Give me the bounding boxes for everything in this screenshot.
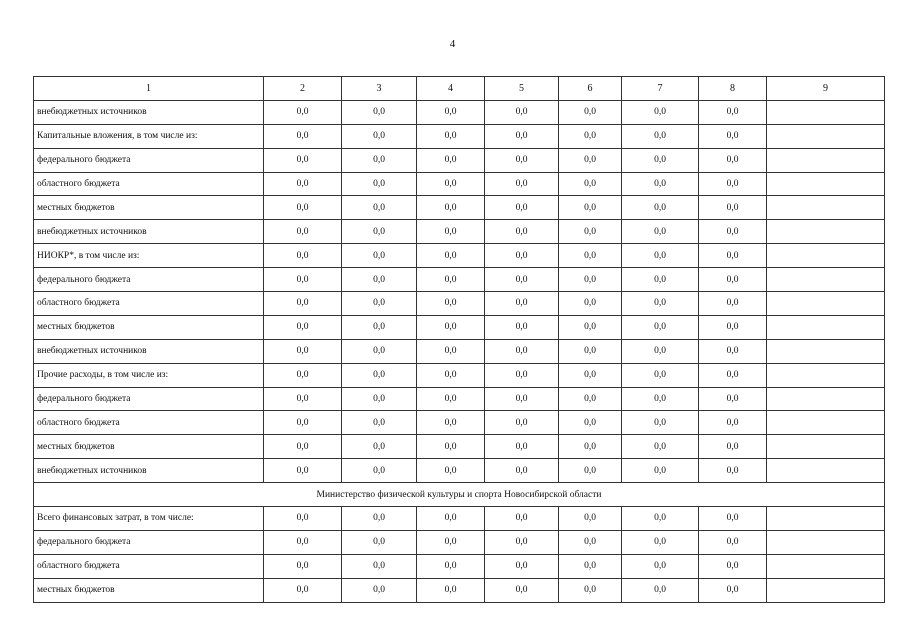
value-cell: 0,0	[622, 244, 699, 268]
value-cell: 0,0	[485, 554, 559, 578]
value-cell: 0,0	[264, 315, 342, 339]
value-cell: 0,0	[559, 554, 622, 578]
row-label: внебюджетных источников	[34, 459, 264, 483]
value-cell: 0,0	[417, 220, 485, 244]
row-label: федерального бюджета	[34, 530, 264, 554]
value-cell: 0,0	[264, 172, 342, 196]
value-cell: 0,0	[342, 292, 417, 316]
value-cell: 0,0	[485, 387, 559, 411]
value-cell: 0,0	[264, 196, 342, 220]
value-cell: 0,0	[699, 172, 767, 196]
value-cell: 0,0	[485, 578, 559, 602]
value-cell: 0,0	[622, 530, 699, 554]
value-cell: 0,0	[699, 292, 767, 316]
section-title: Министерство физической культуры и спорта Новосибирской области	[34, 483, 885, 507]
row-label: областного бюджета	[34, 554, 264, 578]
value-cell: 0,0	[559, 387, 622, 411]
table-row	[34, 220, 885, 244]
value-cell: 0,0	[264, 530, 342, 554]
table-row	[34, 292, 885, 316]
value-cell	[767, 268, 885, 292]
table-row	[34, 172, 885, 196]
value-cell: 0,0	[485, 459, 559, 483]
value-cell: 0,0	[699, 196, 767, 220]
table-row	[34, 363, 885, 387]
value-cell: 0,0	[622, 435, 699, 459]
value-cell: 0,0	[417, 507, 485, 531]
value-cell: 0,0	[485, 244, 559, 268]
row-label: областного бюджета	[34, 411, 264, 435]
value-cell: 0,0	[342, 363, 417, 387]
value-cell: 0,0	[417, 435, 485, 459]
column-header-1: 1	[34, 77, 264, 101]
value-cell: 0,0	[417, 411, 485, 435]
value-cell: 0,0	[559, 124, 622, 148]
table-row	[34, 315, 885, 339]
value-cell: 0,0	[417, 339, 485, 363]
value-cell: 0,0	[264, 339, 342, 363]
value-cell: 0,0	[622, 220, 699, 244]
row-label: Прочие расходы, в том числе из:	[34, 363, 264, 387]
table-row	[34, 244, 885, 268]
value-cell: 0,0	[417, 530, 485, 554]
value-cell: 0,0	[485, 196, 559, 220]
value-cell: 0,0	[485, 124, 559, 148]
row-label: НИОКР*, в том числе из:	[34, 244, 264, 268]
value-cell: 0,0	[342, 530, 417, 554]
value-cell	[767, 554, 885, 578]
table-row	[34, 100, 885, 124]
header-row	[34, 77, 885, 101]
row-label: Всего финансовых затрат, в том числе:	[34, 507, 264, 531]
value-cell: 0,0	[622, 363, 699, 387]
value-cell: 0,0	[699, 100, 767, 124]
value-cell: 0,0	[622, 411, 699, 435]
value-cell: 0,0	[264, 220, 342, 244]
value-cell: 0,0	[559, 148, 622, 172]
value-cell: 0,0	[264, 100, 342, 124]
value-cell	[767, 244, 885, 268]
value-cell	[767, 530, 885, 554]
value-cell: 0,0	[559, 507, 622, 531]
value-cell: 0,0	[264, 507, 342, 531]
value-cell: 0,0	[699, 387, 767, 411]
value-cell: 0,0	[559, 244, 622, 268]
column-header-3: 3	[342, 77, 417, 101]
value-cell: 0,0	[622, 315, 699, 339]
value-cell: 0,0	[699, 148, 767, 172]
table-row	[34, 530, 885, 554]
value-cell	[767, 435, 885, 459]
value-cell: 0,0	[485, 292, 559, 316]
row-label: внебюджетных источников	[34, 220, 264, 244]
table-row	[34, 459, 885, 483]
row-label: Капитальные вложения, в том числе из:	[34, 124, 264, 148]
value-cell: 0,0	[559, 339, 622, 363]
table-row	[34, 578, 885, 602]
column-header-8: 8	[699, 77, 767, 101]
value-cell	[767, 124, 885, 148]
value-cell: 0,0	[417, 124, 485, 148]
value-cell: 0,0	[485, 435, 559, 459]
value-cell: 0,0	[559, 292, 622, 316]
value-cell: 0,0	[622, 459, 699, 483]
value-cell: 0,0	[699, 530, 767, 554]
value-cell: 0,0	[342, 148, 417, 172]
value-cell: 0,0	[342, 578, 417, 602]
row-label: областного бюджета	[34, 172, 264, 196]
value-cell: 0,0	[417, 148, 485, 172]
value-cell: 0,0	[622, 387, 699, 411]
table-row	[34, 435, 885, 459]
value-cell: 0,0	[699, 339, 767, 363]
value-cell	[767, 292, 885, 316]
value-cell: 0,0	[342, 554, 417, 578]
value-cell	[767, 196, 885, 220]
value-cell	[767, 411, 885, 435]
value-cell: 0,0	[559, 363, 622, 387]
value-cell: 0,0	[417, 315, 485, 339]
value-cell: 0,0	[417, 268, 485, 292]
value-cell: 0,0	[342, 196, 417, 220]
value-cell	[767, 172, 885, 196]
value-cell	[767, 100, 885, 124]
value-cell: 0,0	[485, 100, 559, 124]
value-cell: 0,0	[559, 172, 622, 196]
value-cell: 0,0	[417, 100, 485, 124]
column-header-7: 7	[622, 77, 699, 101]
value-cell: 0,0	[622, 554, 699, 578]
value-cell: 0,0	[485, 530, 559, 554]
value-cell: 0,0	[417, 292, 485, 316]
value-cell	[767, 387, 885, 411]
value-cell: 0,0	[622, 578, 699, 602]
row-label: местных бюджетов	[34, 578, 264, 602]
row-label: внебюджетных источников	[34, 339, 264, 363]
value-cell	[767, 220, 885, 244]
value-cell: 0,0	[699, 363, 767, 387]
row-label: областного бюджета	[34, 292, 264, 316]
value-cell: 0,0	[622, 100, 699, 124]
value-cell: 0,0	[485, 148, 559, 172]
value-cell: 0,0	[264, 148, 342, 172]
value-cell: 0,0	[622, 268, 699, 292]
value-cell: 0,0	[417, 554, 485, 578]
table-row	[34, 268, 885, 292]
value-cell: 0,0	[342, 339, 417, 363]
value-cell: 0,0	[264, 459, 342, 483]
value-cell: 0,0	[485, 172, 559, 196]
value-cell: 0,0	[699, 124, 767, 148]
value-cell: 0,0	[342, 507, 417, 531]
value-cell: 0,0	[264, 554, 342, 578]
value-cell	[767, 339, 885, 363]
value-cell: 0,0	[342, 220, 417, 244]
value-cell	[767, 459, 885, 483]
value-cell: 0,0	[417, 172, 485, 196]
table-row	[34, 196, 885, 220]
row-label: местных бюджетов	[34, 315, 264, 339]
value-cell: 0,0	[699, 435, 767, 459]
value-cell: 0,0	[417, 387, 485, 411]
value-cell: 0,0	[559, 315, 622, 339]
value-cell: 0,0	[342, 172, 417, 196]
value-cell: 0,0	[485, 339, 559, 363]
value-cell: 0,0	[417, 578, 485, 602]
value-cell: 0,0	[342, 435, 417, 459]
value-cell: 0,0	[342, 459, 417, 483]
value-cell: 0,0	[264, 292, 342, 316]
table-row	[34, 124, 885, 148]
value-cell: 0,0	[559, 578, 622, 602]
value-cell	[767, 578, 885, 602]
value-cell: 0,0	[485, 315, 559, 339]
value-cell: 0,0	[622, 292, 699, 316]
row-label: местных бюджетов	[34, 435, 264, 459]
value-cell: 0,0	[622, 124, 699, 148]
value-cell: 0,0	[342, 411, 417, 435]
value-cell: 0,0	[264, 387, 342, 411]
value-cell: 0,0	[559, 530, 622, 554]
value-cell: 0,0	[342, 315, 417, 339]
value-cell	[767, 363, 885, 387]
table-row	[34, 387, 885, 411]
value-cell: 0,0	[264, 124, 342, 148]
value-cell: 0,0	[485, 507, 559, 531]
value-cell: 0,0	[622, 507, 699, 531]
value-cell: 0,0	[699, 554, 767, 578]
value-cell: 0,0	[699, 411, 767, 435]
value-cell: 0,0	[559, 220, 622, 244]
section-row	[34, 483, 885, 507]
value-cell	[767, 148, 885, 172]
value-cell: 0,0	[264, 268, 342, 292]
value-cell: 0,0	[559, 100, 622, 124]
value-cell: 0,0	[559, 268, 622, 292]
row-label: федерального бюджета	[34, 268, 264, 292]
table-body	[34, 100, 885, 602]
value-cell: 0,0	[342, 244, 417, 268]
value-cell: 0,0	[699, 220, 767, 244]
value-cell: 0,0	[485, 220, 559, 244]
table-row	[34, 148, 885, 172]
value-cell: 0,0	[485, 411, 559, 435]
column-header-4: 4	[417, 77, 485, 101]
value-cell: 0,0	[485, 268, 559, 292]
row-label: федерального бюджета	[34, 387, 264, 411]
value-cell: 0,0	[342, 268, 417, 292]
row-label: местных бюджетов	[34, 196, 264, 220]
value-cell	[767, 507, 885, 531]
value-cell: 0,0	[264, 411, 342, 435]
value-cell: 0,0	[699, 507, 767, 531]
value-cell: 0,0	[342, 100, 417, 124]
financing-table	[33, 76, 885, 603]
value-cell: 0,0	[699, 315, 767, 339]
value-cell: 0,0	[264, 363, 342, 387]
value-cell: 0,0	[417, 363, 485, 387]
value-cell: 0,0	[699, 244, 767, 268]
value-cell: 0,0	[622, 339, 699, 363]
value-cell: 0,0	[417, 244, 485, 268]
table-row	[34, 507, 885, 531]
value-cell: 0,0	[559, 459, 622, 483]
value-cell: 0,0	[264, 578, 342, 602]
row-label: внебюджетных источников	[34, 100, 264, 124]
value-cell: 0,0	[699, 578, 767, 602]
table-row	[34, 339, 885, 363]
value-cell: 0,0	[699, 459, 767, 483]
table-row	[34, 554, 885, 578]
value-cell: 0,0	[342, 124, 417, 148]
value-cell: 0,0	[559, 411, 622, 435]
value-cell: 0,0	[485, 363, 559, 387]
value-cell: 0,0	[559, 435, 622, 459]
value-cell: 0,0	[264, 435, 342, 459]
value-cell: 0,0	[622, 148, 699, 172]
value-cell: 0,0	[622, 196, 699, 220]
row-label: федерального бюджета	[34, 148, 264, 172]
value-cell	[767, 315, 885, 339]
page-number: 4	[449, 38, 456, 50]
value-cell: 0,0	[417, 196, 485, 220]
value-cell: 0,0	[417, 459, 485, 483]
column-header-6: 6	[559, 77, 622, 101]
value-cell: 0,0	[264, 244, 342, 268]
column-header-9: 9	[767, 77, 885, 101]
column-header-5: 5	[485, 77, 559, 101]
value-cell: 0,0	[699, 268, 767, 292]
table-row	[34, 411, 885, 435]
column-header-2: 2	[264, 77, 342, 101]
value-cell: 0,0	[622, 172, 699, 196]
value-cell: 0,0	[342, 387, 417, 411]
value-cell: 0,0	[559, 196, 622, 220]
